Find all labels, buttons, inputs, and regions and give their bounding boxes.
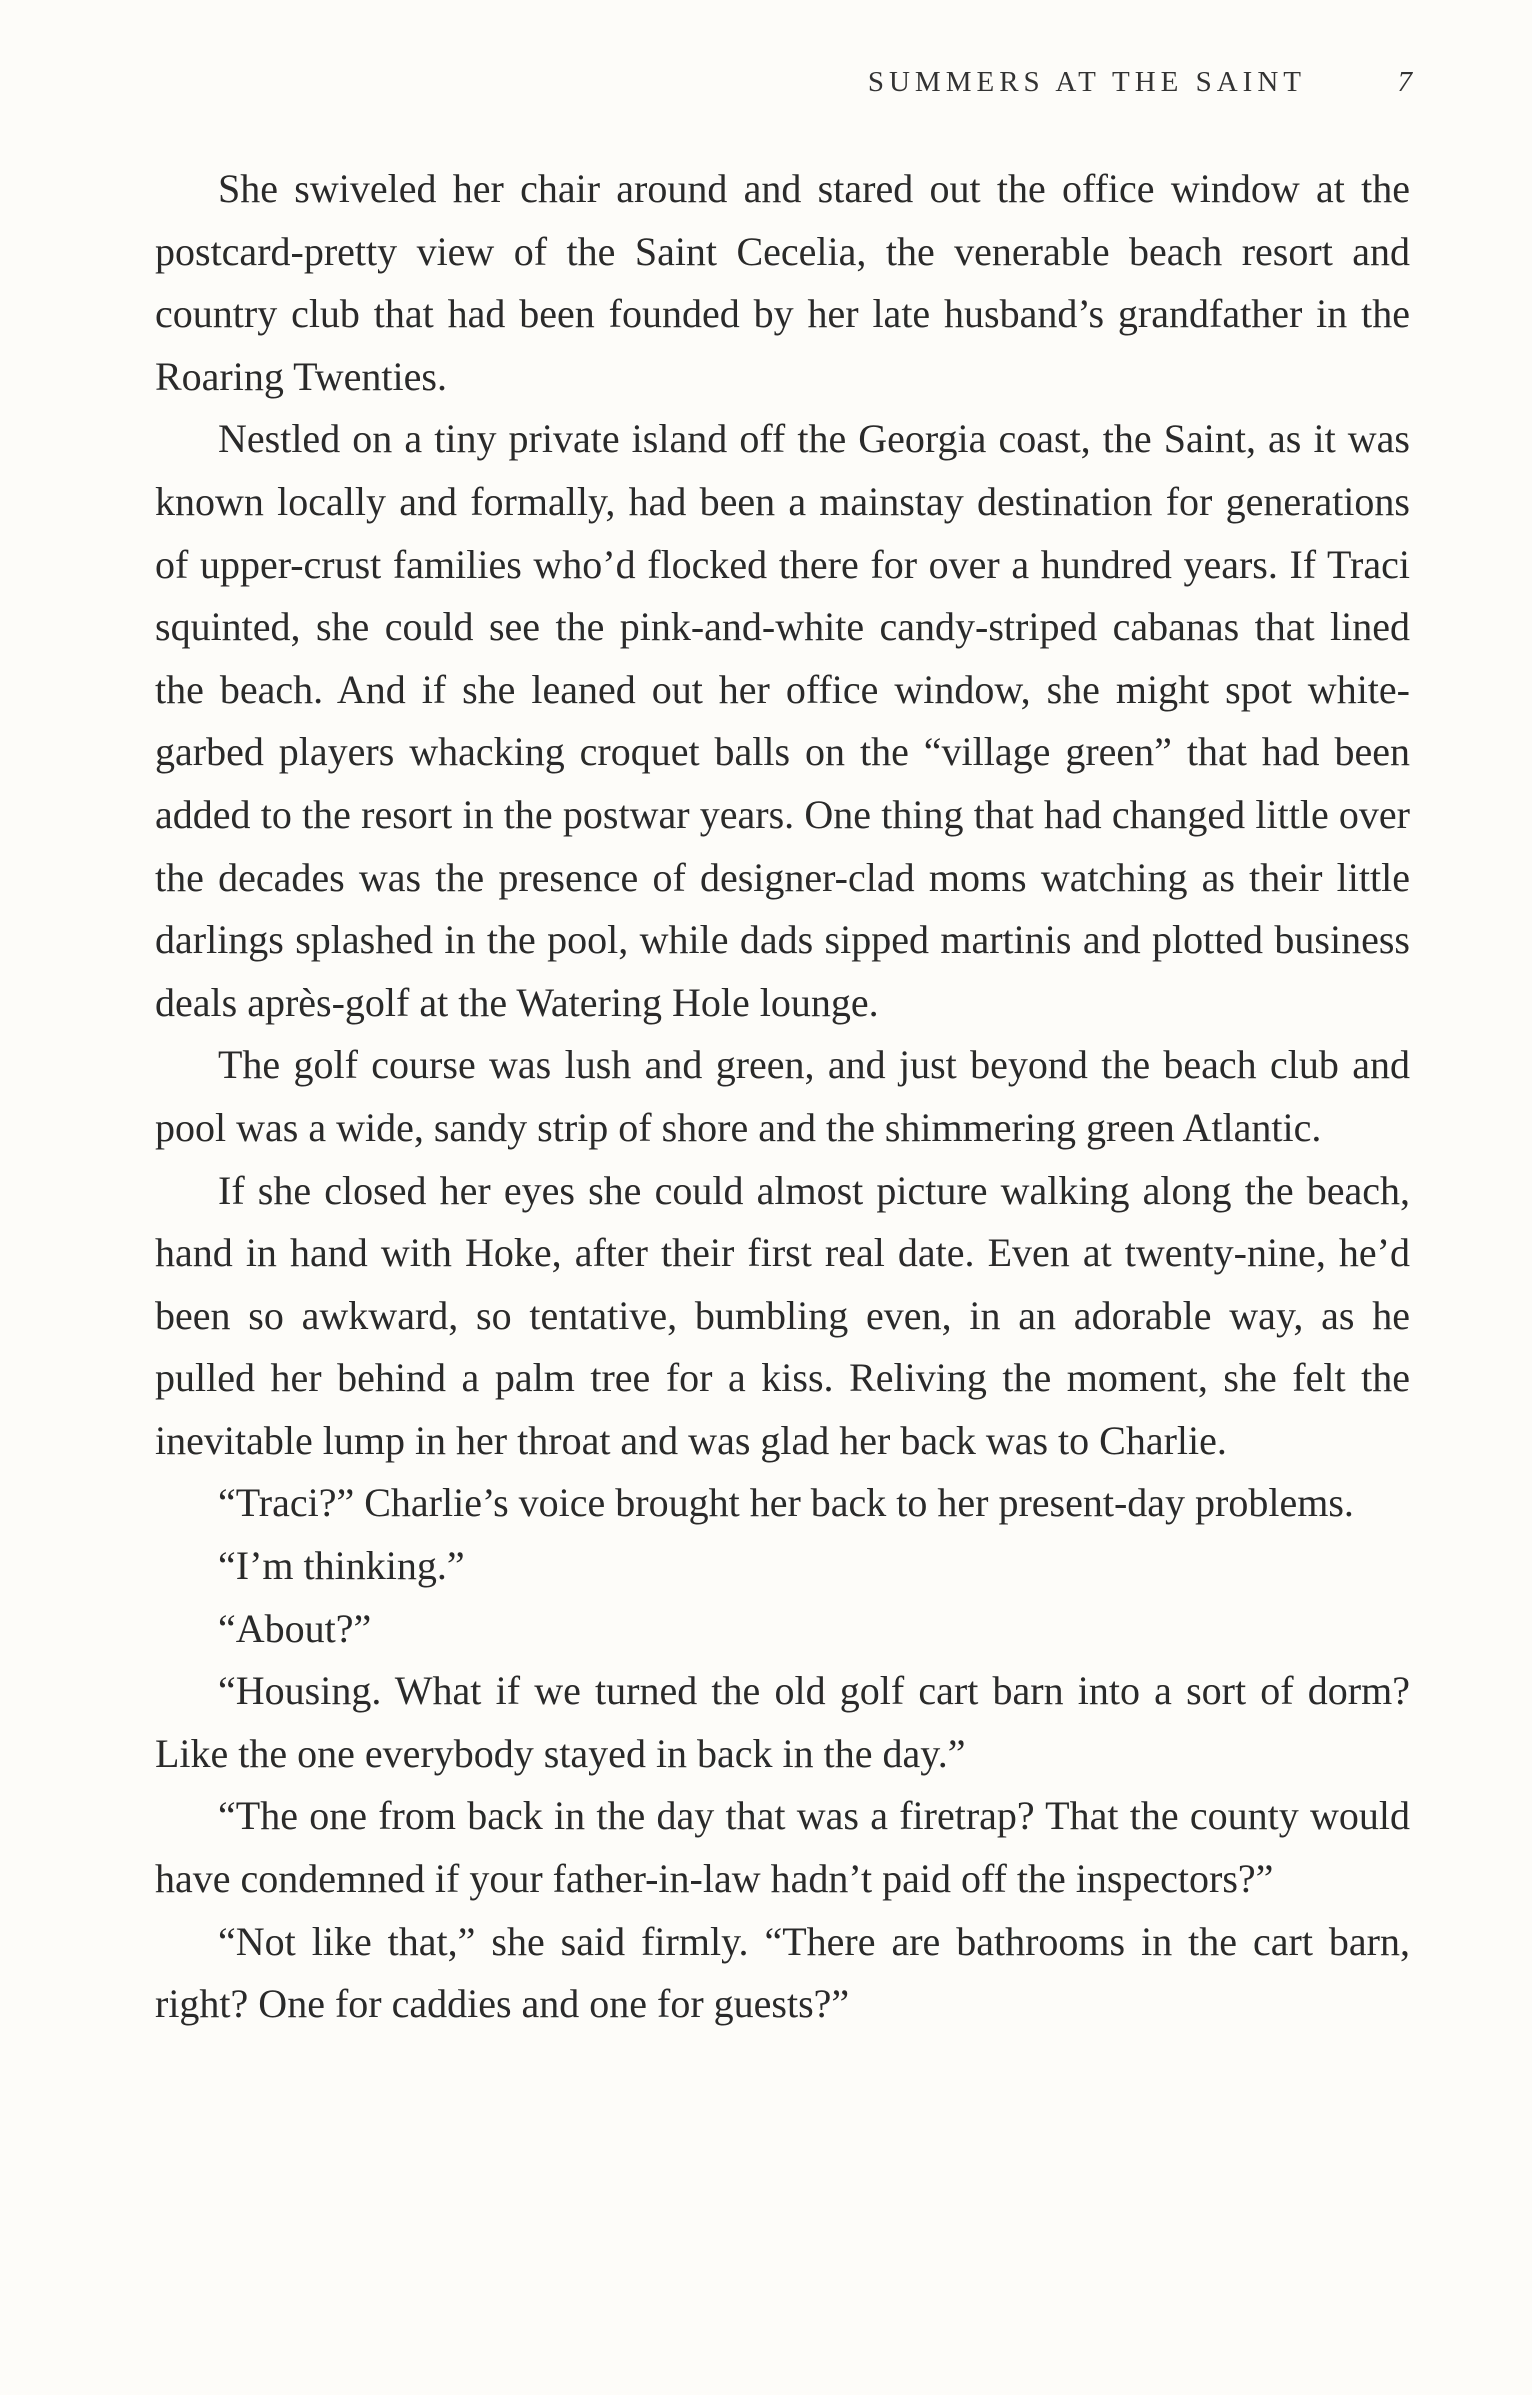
paragraph: “About?” (218, 1605, 372, 1651)
paragraph: If she closed her eyes she could almost picture walking along the beach, hand in hand with Hoke, after their first real date. Even at twenty-nine, he’d been so awkward, so tentative, bumbling even, in an adorable way, as he pulled her behind a palm tree for a kiss. Reliving the moment, she felt the inevitable lump in her throat and was glad her back was to Charlie. (155, 1167, 1410, 1463)
paragraph: She swiveled her chair around and stared out the office window at the postcard-pretty view of the Saint Cecelia, the venerable beach resort and country club that had been founded by her late husband’s grandfather in the Roaring Twenties. (155, 166, 1410, 399)
paragraph: Nestled on a tiny private island off the Georgia coast, the Saint, as it was known locally and formally, had been a mainstay destination for generations of upper-crust families who’d flocked there for over a hundred years. If Traci squinted, she could see the pink-and-white candy-striped cabanas that lined the beach. And if she leaned out her office window, she might spot white-garbed players whacking croquet balls on the “village green” that had been added to the resort in the postwar years. One thing that had changed little over the decades was the presence of designer-clad moms watching as their little darlings splashed in the pool, while dads sipped martinis and plotted business deals après-golf at the Watering Hole lounge. (155, 416, 1410, 1025)
paragraph: “I’m thinking.” (218, 1543, 465, 1589)
paragraph: The golf course was lush and green, and just beyond the beach club and pool was a wide, sandy strip of shore and the shimmering green Atlantic. (155, 1042, 1410, 1150)
paragraph: “Housing. What if we turned the old golf cart barn into a sort of dorm? Like the one everybody stayed in back in the day.” (155, 1668, 1410, 1776)
paragraph: “Not like that,” she said firmly. “There are bathrooms in the cart barn, right? One for caddies and one for guests?” (155, 1918, 1410, 2027)
body-text (155, 158, 1410, 2036)
page-number: 7 (1397, 66, 1412, 98)
paragraph: “Traci?” Charlie’s voice brought her back to her present-day problems. (218, 1480, 1354, 1526)
running-title: SUMMERS AT THE SAINT (867, 66, 1306, 98)
running-head (0, 66, 1532, 106)
paragraph: “The one from back in the day that was a firetrap? That the county would have condemned if your father-in-law hadn’t paid off the inspectors?” (155, 1793, 1410, 1902)
